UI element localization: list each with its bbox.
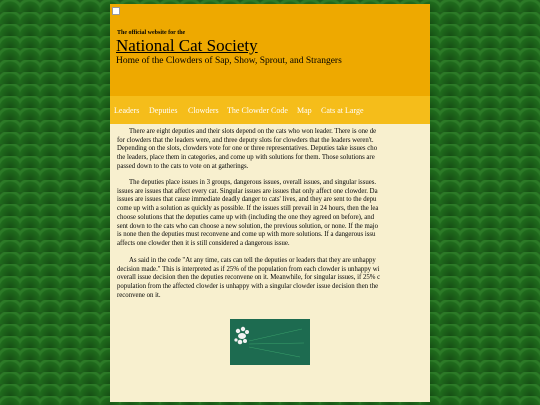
paragraph-line: There are eight deputies and their slots depend on the cats who won leader. There is one de <box>129 128 377 135</box>
paragraph-deputy-slots <box>117 128 377 172</box>
paragraph-reconvene <box>117 257 380 301</box>
site-title[interactable]: National Cat Society <box>116 36 258 55</box>
site-header <box>110 4 430 96</box>
paragraph-issue-groups <box>117 179 378 249</box>
nav-link-map[interactable]: Map <box>297 106 312 115</box>
paragraph-line: overall issue decision then the deputies reconvene on it. Meanwhile, for singular issues, if 25% c <box>117 274 381 282</box>
broken-image-icon <box>112 7 120 15</box>
clowder-banner-image <box>230 319 310 365</box>
paragraph-line: affects one clowder then it is still considered a dangerous issue. <box>117 239 290 247</box>
nav-link-deputies[interactable]: Deputies <box>149 106 178 115</box>
nav-link-leaders[interactable]: Leaders <box>114 106 140 115</box>
paragraph-line: sent down to the cats who can choose a new solution, the previous solution, or none. If the majo <box>117 222 379 230</box>
nav-bar <box>110 96 430 124</box>
page-container <box>110 4 430 402</box>
nav-link-cats-at-large[interactable]: Cats at Large <box>321 106 364 115</box>
paragraph-line: issues are issues that affect every cat. Singular issues are issues that only affect one clowder. Da <box>117 187 378 195</box>
paragraph-line: population from the affected clowder is unhappy with a singular clowder issue decision then the <box>117 283 379 291</box>
paragraph-line: As said in the code "At any time, cats can tell the deputies or leaders that they are unhappy <box>129 257 376 264</box>
paragraph-line: Depending on the slots, clowders vote for one or three representatives. Deputies take issues cho <box>117 145 378 153</box>
nav-link-clowder-code[interactable]: The Clowder Code <box>227 106 288 115</box>
paw-print-icon <box>230 319 310 365</box>
paragraph-line: come up with a solution as quickly as possible. If the issues still prevail in 24 hours, then the lea <box>117 205 379 213</box>
paragraph-line: choose solutions that the deputies came up with (including the one they agreed on before), and <box>117 213 375 221</box>
paragraph-line: issues are issues that cause immediate deadly danger to cats' lives, and they are sent to the depu <box>117 196 377 204</box>
paragraph-line: the leaders, place them in categories, and come up with solutions for them. Those solutions are <box>117 154 375 162</box>
paragraph-line: The deputies place issues in 3 groups, dangerous issues, overall issues, and singular issues. <box>129 179 377 186</box>
paragraph-line: passed down to the cats to vote on at gatherings. <box>117 162 249 170</box>
paragraph-line: decision made." This is interpreted as if 25% of the population from each clowder is unhappy wi <box>117 265 380 273</box>
paragraph-line: for clowders that the leaders were, and three deputy slots for clowders that the leaders weren't. <box>117 136 374 144</box>
paragraph-line: reconvene on it. <box>117 291 161 299</box>
nav-link-clowders[interactable]: Clowders <box>188 106 219 115</box>
paragraph-line: is none then the deputies must reconvene and come up with more solutions. If a dangerous issu <box>117 231 376 239</box>
tagline: The official website for the <box>117 30 186 36</box>
site-subtitle: Home of the Clowders of Sap, Show, Sprout, and Strangers <box>116 56 342 66</box>
